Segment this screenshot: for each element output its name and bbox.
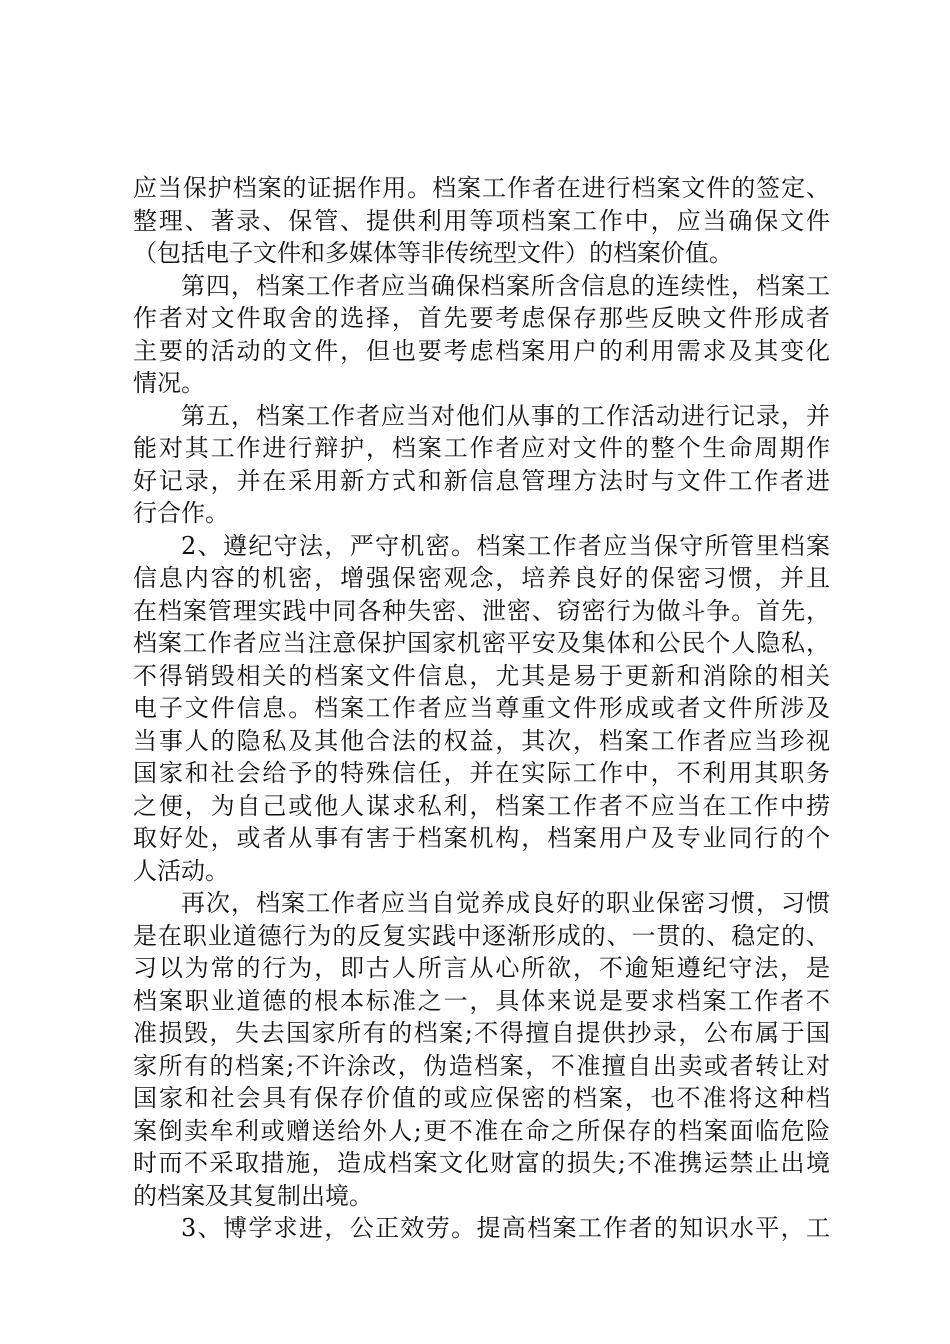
text-line: 主要的活动的文件，但也要考虑档案用户的利用需求及其变化: [133, 336, 830, 365]
text-line: 档案职业道德的根本标准之一，具体来说是要求档案工作者不: [133, 986, 830, 1015]
text-line: 作者对文件取舍的选择，首先要考虑保存那些反映文件形成者: [133, 304, 830, 332]
paragraph: [133, 400, 830, 530]
paragraph: [133, 887, 830, 1212]
text-line: 情况。: [133, 369, 205, 397]
text-line: 当事人的隐私及其他合法的权益，其次，档案工作者应当珍视: [133, 726, 830, 755]
paragraph: [133, 172, 830, 270]
text-line: 电子文件信息。档案工作者应当尊重文件形成或者文件所涉及: [133, 694, 830, 722]
text-line: 习以为常的行为，即古人所言从心所欲，不逾矩遵纪守法，是: [133, 954, 830, 982]
text-line: 案倒卖牟利或赠送给外人;更不准在命之所保存的档案面临危险: [133, 1116, 830, 1145]
text-line: 档案工作者应当注意保护国家机密平安及集体和公民个人隐私，: [133, 629, 830, 657]
document-body: [133, 172, 830, 1245]
paragraph: [133, 270, 830, 400]
paragraph: [133, 530, 830, 888]
text-line: 能对其工作进行辩护，档案工作者应对文件的整个生命周期作: [133, 434, 830, 462]
text-line: 时而不采取措施，造成档案文化财富的损失;不准携运禁止出境: [133, 1149, 830, 1177]
text-line: 国家和社会给予的特殊信任，并在实际工作中，不利用其职务: [133, 759, 830, 787]
text-line: 国家和社会具有保存价值的或应保密的档案，也不准将这种档: [133, 1084, 830, 1112]
text-line: 的档案及其复制出境。: [133, 1181, 373, 1210]
paragraph: [133, 1212, 830, 1245]
text-line: 好记录，并在采用新方式和新信息管理方法时与文件工作者进: [133, 466, 830, 495]
text-line: 家所有的档案;不许涂改，伪造档案，不准擅自出卖或者转让对: [133, 1051, 830, 1080]
text-line: 再次，档案工作者应当自觉养成良好的职业保密习惯，习惯: [181, 889, 830, 917]
text-line: 准损毁，失去国家所有的档案;不得擅自提供抄录，公布属于国: [133, 1019, 830, 1047]
text-line: 2、遵纪守法，严守机密。档案工作者应当保守所管里档案: [181, 531, 830, 560]
text-line: 第五，档案工作者应当对他们从事的工作活动进行记录，并: [181, 401, 830, 430]
text-line: 信息内容的机密，增强保密观念，培养良好的保密习惯，并且: [133, 564, 830, 592]
text-line: 之便，为自己或他人谋求私利，档案工作者不应当在工作中捞: [133, 791, 830, 820]
text-line: 第四，档案工作者应当确保档案所含信息的连续性，档案工: [181, 271, 830, 300]
text-line: 行合作。: [133, 499, 229, 527]
text-line: 不得销毁相关的档案文件信息，尤其是易于更新和消除的相关: [133, 661, 830, 690]
text-line: （包括电子文件和多媒体等非传统型文件）的档案价值。: [133, 239, 733, 267]
text-line: 取好处，或者从事有害于档案机构，档案用户及专业同行的个: [133, 824, 830, 852]
text-line: 应当保护档案的证据作用。档案工作者在进行档案文件的签定、: [133, 174, 830, 202]
text-line: 在档案管理实践中同各种失密、泄密、窃密行为做斗争。首先，: [133, 596, 830, 625]
text-line: 整理、著录、保管、提供利用等项档案工作中，应当确保文件: [133, 206, 830, 235]
text-line: 是在职业道德行为的反复实践中逐渐形成的、一贯的、稳定的、: [133, 921, 830, 950]
text-line: 人活动。: [133, 856, 229, 885]
text-line: 3、博学求进，公正效劳。提高档案工作者的知识水平，工: [181, 1214, 830, 1242]
